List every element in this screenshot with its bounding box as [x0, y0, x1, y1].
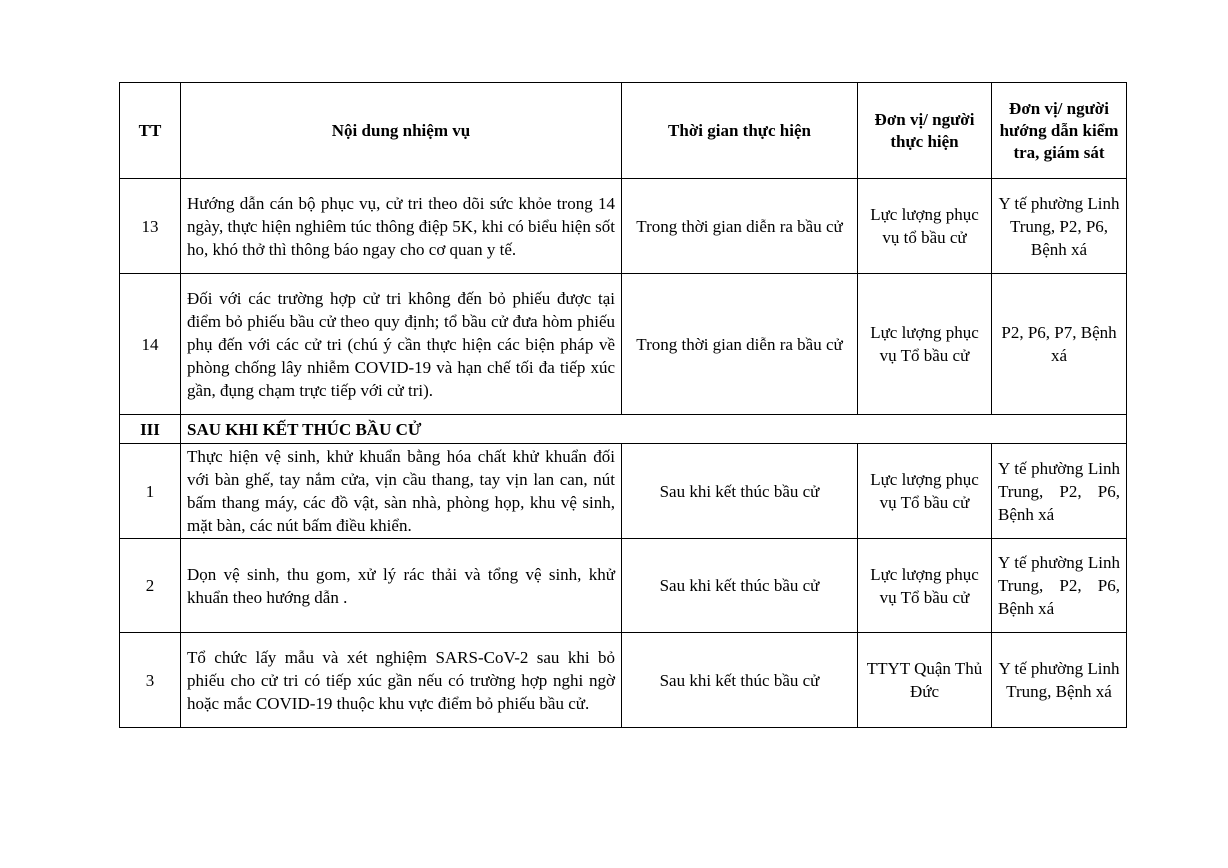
header-content: Nội dung nhiệm vụ — [181, 83, 622, 179]
header-tt: TT — [120, 83, 181, 179]
task-supervisor: P2, P6, P7, Bệnh xá — [992, 274, 1127, 415]
task-supervisor: Y tế phường Linh Trung, Bệnh xá — [992, 633, 1127, 728]
task-time: Sau khi kết thúc bầu cử — [622, 444, 858, 539]
task-content: Đối với các trường hợp cử tri không đến bỏ phiếu được tại điểm bỏ phiếu bầu cử theo quy định; tổ bầu cử đưa hòm phiếu phụ đến với các cử tri (chú ý cần thực hiện các biện pháp về phòng chống lây nhiễm COVID-19 và hạn chế tối đa tiếp xúc gần, đụng chạm trực tiếp với cử tri). — [181, 274, 622, 415]
task-table — [119, 82, 1127, 728]
task-unit: Lực lượng phục vụ Tổ bầu cử — [858, 539, 992, 633]
header-time: Thời gian thực hiện — [622, 83, 858, 179]
row-number: 14 — [120, 274, 181, 415]
header-unit: Đơn vị/ người thực hiện — [858, 83, 992, 179]
table-row — [120, 539, 1127, 633]
task-content: Thực hiện vệ sinh, khử khuẩn bằng hóa chất khử khuẩn đối với bàn ghế, tay nắm cửa, vịn cầu thang, tay vịn lan can, nút bấm thang máy, các đồ vật, sàn nhà, phòng họp, khu vệ sinh, mặt bàn, các nút bấm điều khiển. — [181, 444, 622, 539]
task-time: Sau khi kết thúc bầu cử — [622, 633, 858, 728]
section-title: SAU KHI KẾT THÚC BẦU CỬ — [181, 415, 1127, 444]
task-time: Trong thời gian diễn ra bầu cử — [622, 274, 858, 415]
row-number: 1 — [120, 444, 181, 539]
task-content: Hướng dẫn cán bộ phục vụ, cử tri theo dõi sức khỏe trong 14 ngày, thực hiện nghiêm túc thông điệp 5K, khi có biểu hiện sốt ho, khó thở thì thông báo ngay cho cơ quan y tế. — [181, 179, 622, 274]
task-supervisor: Y tế phường Linh Trung, P2, P6, Bệnh xá — [992, 444, 1127, 539]
task-unit: TTYT Quận Thủ Đức — [858, 633, 992, 728]
task-supervisor: Y tế phường Linh Trung, P2, P6, Bệnh xá — [992, 179, 1127, 274]
task-unit: Lực lượng phục vụ Tổ bầu cử — [858, 444, 992, 539]
task-unit: Lực lượng phục vụ tổ bầu cử — [858, 179, 992, 274]
section-number: III — [120, 415, 181, 444]
row-number: 13 — [120, 179, 181, 274]
task-time: Sau khi kết thúc bầu cử — [622, 539, 858, 633]
table-row — [120, 274, 1127, 415]
header-supervisor: Đơn vị/ người hướng dẫn kiểm tra, giám sát — [992, 83, 1127, 179]
task-unit: Lực lượng phục vụ Tổ bầu cử — [858, 274, 992, 415]
task-supervisor: Y tế phường Linh Trung, P2, P6, Bệnh xá — [992, 539, 1127, 633]
table-row — [120, 444, 1127, 539]
row-number: 2 — [120, 539, 181, 633]
table-row — [120, 633, 1127, 728]
section-row — [120, 415, 1127, 444]
task-content: Tổ chức lấy mẫu và xét nghiệm SARS-CoV-2 sau khi bỏ phiếu cho cử tri có tiếp xúc gần nếu có trường hợp nghi ngờ hoặc mắc COVID-19 thuộc khu vực điểm bỏ phiếu bầu cử. — [181, 633, 622, 728]
header-row — [120, 83, 1127, 179]
table-row — [120, 179, 1127, 274]
task-content: Dọn vệ sinh, thu gom, xử lý rác thải và tổng vệ sinh, khử khuẩn theo hướng dẫn . — [181, 539, 622, 633]
row-number: 3 — [120, 633, 181, 728]
task-time: Trong thời gian diễn ra bầu cử — [622, 179, 858, 274]
